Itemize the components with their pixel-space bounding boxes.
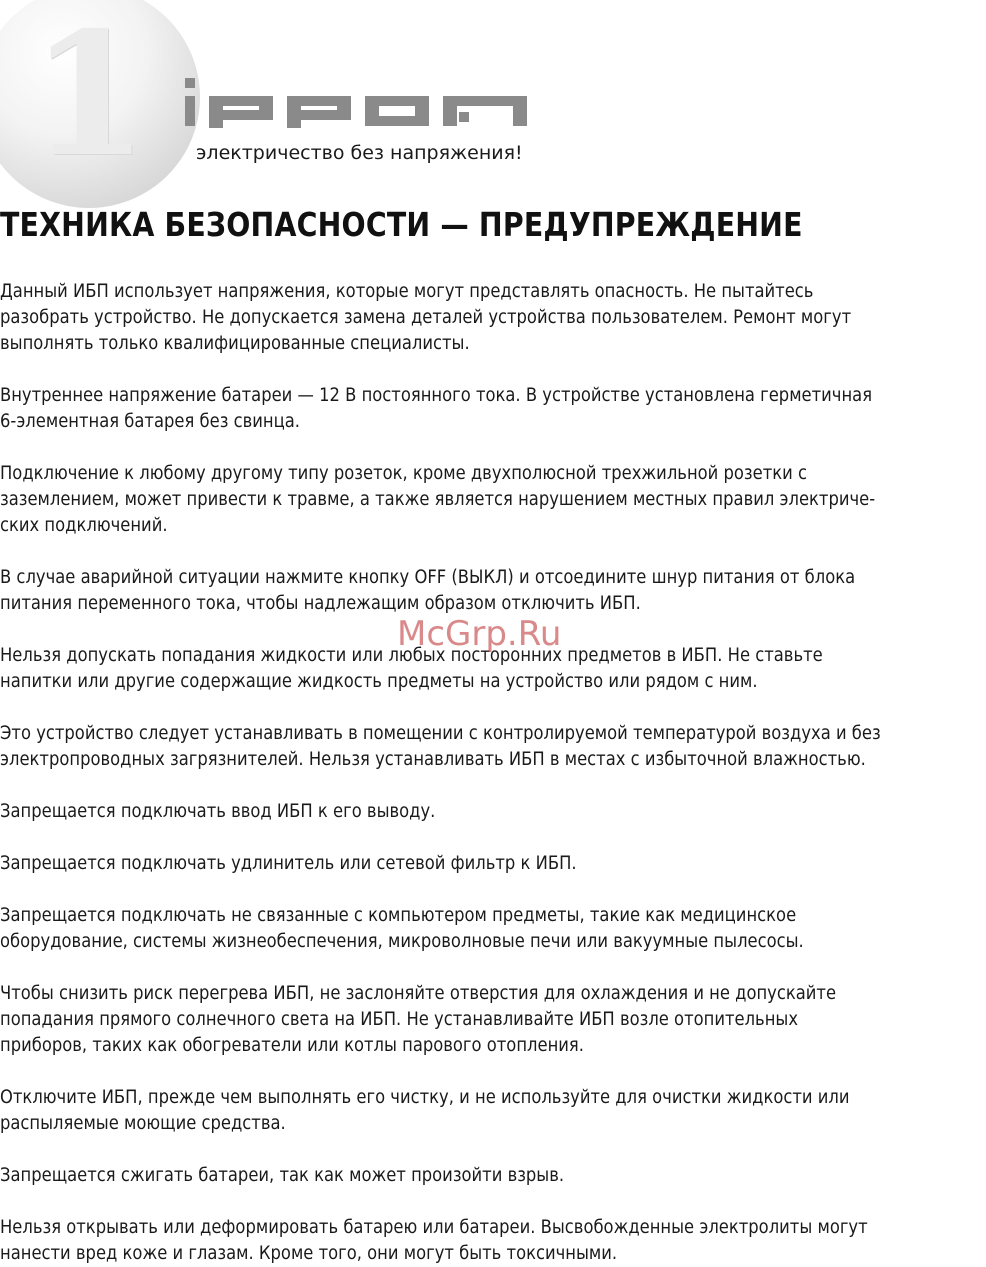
paragraph-line: Внутреннее напряжение батареи — 12 В постоянного тока. В устройстве установлена герметичная: [0, 385, 873, 406]
paragraph-line: питания переменного тока, чтобы надлежащим образом отключить ИБП.: [0, 593, 641, 614]
paragraph-gap: [0, 877, 982, 903]
paragraph-line: заземлением, может привести к травме, а также является нарушением местных правил электриче-: [0, 489, 876, 510]
page-heading: ТЕХНИКА БЕЗОПАСНОСТИ — ПРЕДУПРЕЖДЕНИЕ: [0, 205, 803, 244]
paragraph-line: Запрещается подключать не связанные с компьютером предметы, такие как медицинское: [0, 905, 797, 926]
warning-paragraph: [0, 903, 982, 955]
paragraph-line: Данный ИБП использует напряжения, которые могут представлять опасность. Не пытайтесь: [0, 281, 814, 302]
warning-paragraph: [0, 279, 982, 357]
warning-paragraph: [0, 851, 982, 877]
paragraph-line: попадания прямого солнечного света на ИБП. Не устанавливайте ИБП возле отопительных: [0, 1009, 799, 1030]
watermark: McGrp.Ru: [397, 614, 562, 654]
paragraph-line: ских подключений.: [0, 515, 168, 536]
warning-paragraph: [0, 461, 982, 539]
ippon-logo: [183, 76, 529, 128]
page-number: 1: [30, 0, 149, 195]
paragraph-gap: [0, 357, 982, 383]
paragraph-line: распыляемые моющие средства.: [0, 1113, 286, 1134]
paragraph-gap: [0, 773, 982, 799]
paragraph-line: приборов, таких как обогреватели или котлы парового отопления.: [0, 1035, 584, 1056]
paragraph-line: 6-элементная батарея без свинца.: [0, 411, 300, 432]
safety-warnings-text: [0, 279, 982, 1267]
warning-paragraph: [0, 383, 982, 435]
paragraph-line: Отключите ИБП, прежде чем выполнять его чистку, и не используйте для очистки жидкости или: [0, 1087, 850, 1108]
paragraph-line: Нельзя допускать попадания жидкости или любых посторонних предметов в ИБП. Не ставьте: [0, 645, 823, 666]
warning-paragraph: [0, 1085, 982, 1137]
paragraph-line: разобрать устройство. Не допускается замена деталей устройства пользователем. Ремонт могут: [0, 307, 852, 328]
paragraph-line: Подключение к любому другому типу розеток, кроме двухполюсной трехжильной розетки с: [0, 463, 807, 484]
warning-paragraph: [0, 1215, 982, 1267]
paragraph-line: Нельзя открывать или деформировать батарею или батареи. Высвобожденные электролиты могут: [0, 1217, 868, 1238]
warning-paragraph: [0, 1163, 982, 1189]
paragraph-gap: [0, 539, 982, 565]
paragraph-gap: [0, 1189, 982, 1215]
paragraph-line: Это устройство следует устанавливать в помещении с контролируемой температурой воздуха и без: [0, 723, 881, 744]
paragraph-gap: [0, 1059, 982, 1085]
warning-paragraph: [0, 721, 982, 773]
paragraph-line: напитки или другие содержащие жидкость предметы на устройство или рядом с ним.: [0, 671, 758, 692]
paragraph-line: Запрещается сжигать батареи, так как может произойти взрыв.: [0, 1165, 565, 1186]
paragraph-gap: [0, 695, 982, 721]
warning-paragraph: [0, 981, 982, 1059]
tagline: электричество без напряжения!: [196, 142, 523, 164]
paragraph-gap: [0, 825, 982, 851]
paragraph-gap: [0, 435, 982, 461]
paragraph-line: нанести вред коже и глазам. Кроме того, они могут быть токсичными.: [0, 1243, 618, 1264]
paragraph-line: выполнять только квалифицированные специалисты.: [0, 333, 470, 354]
paragraph-gap: [0, 1137, 982, 1163]
paragraph-line: Запрещается подключать удлинитель или сетевой фильтр к ИБП.: [0, 853, 577, 874]
paragraph-line: оборудование, системы жизнеобеспечения, микроволновые печи или вакуумные пылесосы.: [0, 931, 804, 952]
warning-paragraph: [0, 565, 982, 617]
paragraph-line: В случае аварийной ситуации нажмите кнопку OFF (ВЫКЛ) и отсоедините шнур питания от блока: [0, 567, 856, 588]
paragraph-line: Запрещается подключать ввод ИБП к его выводу.: [0, 801, 436, 822]
paragraph-gap: [0, 955, 982, 981]
warning-paragraph: [0, 799, 982, 825]
paragraph-line: электропроводных загрязнителей. Нельзя устанавливать ИБП в местах с избыточной влажностью.: [0, 749, 866, 770]
paragraph-line: Чтобы снизить риск перегрева ИБП, не заслоняйте отверстия для охлаждения и не допускайте: [0, 983, 837, 1004]
